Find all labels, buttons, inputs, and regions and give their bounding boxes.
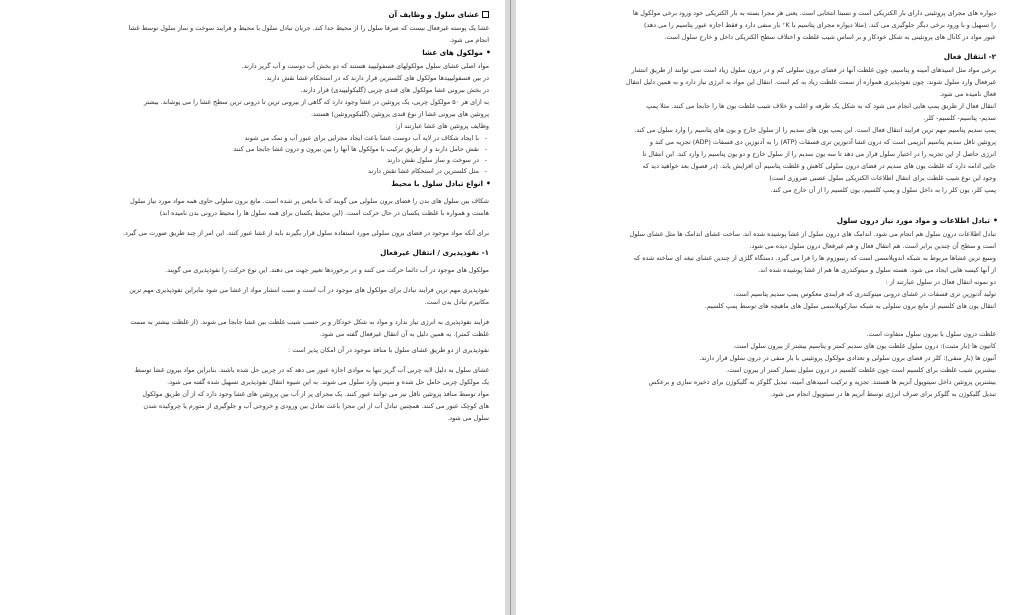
info-p1-line-1: تبادل اطلاعات درون سلول هم انجام می شود. اندامک های درون سلول از غشا پوشیده شده اند. ساخت غشای اندامک ها مثل غشای سلول [629, 230, 996, 238]
top-line-2: را تسهیل و با ورود برخی دیگر جلوگیری می کند. (مثلا دیواره مجرای پتاسیم با K⁺ بار منفی دارد و فقط اجازه عبور پتاسیم را می دهد) [644, 21, 996, 29]
diffusion-p4: نفوذپذیری از دو طریق غشای سلول با منافذ موجود در آن امکان پذیر است : [288, 346, 489, 354]
top-line-1: دیواره های مجرای پروتئینی دارای بار الکتریکی است و نسبتا انتخابی است. یعنی هر مجرا بسته به بار الکتریکی خود ورود برخی مولکول ها [632, 9, 996, 17]
active-transport-heading: ۲- انتقال فعال [943, 52, 996, 61]
diffusion-p3-line-1: فرایند نفوذپذیری به انرژی نیاز ندارد و مواد به شکل خودکار و بر حسب شیب غلظت بین غشا جابجا می شوند. (از غلظت بیشتر به سمت [130, 318, 489, 326]
page-gutter [505, 0, 516, 615]
left-page [0, 0, 505, 615]
info-exchange-heading: • تبادل اطلاعات و مواد مورد نیاز درون سلول [530, 216, 996, 226]
exchange-p2: برای آنکه مواد موجود در فضای برون سلولی مورد استفاده سلول قرار بگیرند باید از غشا عبور کنند. این امر از چند طریق صورت می گیرد. [122, 229, 489, 237]
molecules-line-1: مواد اصلی غشای سلول مولکولهای فسفولیپید هستند که دو بخش آب دوست و آب گریز دارند. [241, 62, 489, 70]
section-title: غشای سلول و وظایف آن [16, 10, 489, 20]
diffusion-p2-line-1: نفوذپذیری مهم ترین فرایند تبادل برای مولکول های موجود در آب است و سبب انتشار مواد از غشا می شود بنابراین نفوذپذیری مهم ترین [129, 286, 489, 294]
molecules-line-4: به ازای هر ۵۰ مولکول چربی، یک پروتئین در غشا وجود دارد که گاهی از بیرونی ترین تا درونی ترین سطح غشا را می پوشاند. بیشتر [143, 98, 489, 106]
active-p1-line-1: برخی مواد مثل اسیدهای آمینه و پتاسیم، چون غلظت آنها در فضای برون سلولی کم و در درون سلول زیاد است نمی توانند از طریق انتشار [631, 66, 996, 74]
diffusion-p3-line-2: غلظت کمتر). به همین دلیل به آن انتقال غیرفعال گفته می شود. [319, 330, 489, 338]
info-p2-line-6: تبدیل گلیکوژن به گلوکز برای صرف انرژی توسط آنزیم ها در سیتوپول انجام می شود. [770, 390, 996, 398]
active-p3-line-4: جایی ادامه دارد که غلظت یون های سدیم در فضای درون سلولی کاهش و غلظت پتاسیم آن افزایش یابد. (در فصول بعد خواهید دید که [642, 162, 996, 170]
function-item: - مثل کلسترین در استحکام غشا نقش دارند [16, 166, 489, 176]
exchange-p1-line-1: شکاف بین سلول های بدن را فضای برون سلولی می گویند که با مایعی پر شده است. مایع برون سلولی حاوی همه مواد مورد نیاز سلول [130, 197, 489, 205]
active-p1-line-3: فعال نامیده می شود. [939, 90, 996, 98]
active-p3-line-1: پمپ سدیم پتاسیم مهم ترین فرایند انتقال فعال است. این پمپ یون های سدیم را از سلول خارج و یون های پتاسیم را وارد سلول می کند. [634, 126, 996, 134]
active-p3-line-2: پروتئین ناقل سدیم پتاسیم آنزیمی است که درون غشا آدنوزین تری فسفات (ATP) را به آدنوزین دی فسفات (ADP) تجزیه می کند و [649, 138, 996, 146]
active-p1-line-2: غیرفعال وارد سلول شوند. چون نفوذپذیری همواره از سمت غلظت زیاد به کم است. انتقال این مواد به انرژی نیاز دارد و به همین دلیل انتقال [626, 78, 996, 86]
info-p1-line-6: تولید آدنوزین تری فسفات در غشای درونی میتوکندری که فرایندی معکوس پمپ سدیم پتاسیم است. [733, 290, 996, 298]
info-p2-line-3: آنیون ها (بار منفی): کلر در فضای برون سلولی و تعدادی مولکول پروتئینی با بار منفی در درون سلول قرار دارند. [699, 354, 996, 362]
intro-line-1: غشا یک پوسته غیرفعال نیست که صرفا سلول را از محیط جدا کند. جریان تبادل سلول با محیط و فرایند سوخت و ساز سلول توسط غشا [128, 24, 489, 32]
diffusion-p5-line-4: های کوچک عبور می کنند. همچنین تبادل آب از این مجرا باعث تعادل بین ورودی و خروجی آب و جلوگیری از متورم یا چروکیده شدن [143, 402, 489, 410]
info-p2-line-4: بیشترین شیب غلظت برای کلسیم است چون غلظت کلسیم در درون سلول بسیار کمتر از بیرون است. [725, 366, 996, 374]
function-item: - در سوخت و ساز سلول نقش دارند [16, 155, 489, 165]
info-p1-line-7: انتقال یون های کلسیم از مایع برون سلولی به شبکه سارکوپلاسمی سلول های ماهیچه های توسط پمپ کلسیم. [704, 302, 996, 310]
active-p3-line-5: وجود این نوع شیب غلظت برای انتقال اطلاعات الکتریکی سلول عصبی ضروری است) [769, 174, 996, 182]
diffusion-p5-line-5: سلول می شود. [447, 414, 489, 422]
info-p2-line-1: غلظت درون سلول با بیرون سلول متفاوت است. [866, 330, 996, 338]
diffusion-p2-line-2: مکانیزم تبادل بدن است. [424, 298, 489, 306]
active-p2-line-2: سدیم- پتاسیم- کلسیم- کلر. [923, 114, 996, 122]
diffusion-p5-line-3: مواد توسط منافذ پروتئین ناقل نیز می توانند عبور کنند. یک مجرای پر از آب بین پروتئین های غشا وجود دارد که از آن طریق مولکول [142, 390, 489, 398]
molecules-line-2: در بین فسفولیپیدها مولکول های کلسترین قرار دارند که در استحکام غشا نقش دارند. [264, 74, 489, 82]
exchange-p1-line-2: هاست و همواره با غلظت یکسان در حال حرکت است. (این محیط یکسان برای همه سلول ها را محیط درونی بدن نامیده اند) [159, 209, 489, 217]
info-p1-line-5: دو نمونه انتقال فعال در سلول عبارتند از : [885, 278, 996, 286]
active-p3-line-6: پمپ کلر، یون کلر را به داخل سلول و پمپ کلسیم، یون کلسیم را از آن خارج می کند. [770, 186, 996, 194]
info-p1-line-4: از آنها کیسه هایی ایجاد می شود. هسته سلول و میتوکندری ها هم از غشا پوشیده شده اند. [758, 266, 996, 274]
active-p2-line-1: انتقال فعال از طریق پمپ هایی انجام می شود که به شکل یک طرفه و اغلب و خلاف شیب غلظت یون ها را جابجا می کنند. مثلا پمپ [646, 102, 996, 110]
info-p1-line-3: وسیع ترین غشاها مربوط به شبکه اندوپلاسمی است که رنیبوزوم ها را فرا می گیرد. دستگاه گلژی از چندین غشای تیغه ای ساخته شده که [633, 254, 996, 262]
function-item: - نقش حامل دارند و از طریق ترکیب با مولکول ها آنها را بین بیرون و درون غشا جابجا می کنند [16, 144, 489, 154]
diffusion-p1: مولکول های موجود در آب دائما حرکت می کنند و در برخوردها تغییر جهت می دهند. این نوع حرکت را نفوذپذیری می گویند. [165, 266, 489, 274]
right-page [516, 0, 1014, 615]
exchange-heading: • انواع تبادل سلول با محیط [16, 179, 489, 189]
top-line-3: عبور مواد در کانال های پروتئینی به شکل خودکار و بر اساس شیب غلظت و اختلاف سطح الکتریکی داخل و خارج سلول است. [664, 33, 996, 41]
info-p2-line-2: کاتیون ها (بار مثبت): درون سلول غلظت یون های سدیم کمتر و پتاسیم بیشتر از بیرون سلول است. [732, 342, 996, 350]
intro-line-2: انجام می شود. [449, 36, 489, 44]
diffusion-heading: ۱- نفوذپذیری / انتقال غیرفعال [380, 248, 489, 257]
diffusion-p5-line-1: غشای سلول به دلیل لایه چربی آب گریز تنها به موادی اجازه عبور می دهد که در چربی حل شده باشند. بنابراین مواد بیرون غشا توسط [134, 366, 489, 374]
molecules-line-6: وظایف پروتئین های غشا عبارتند از: [395, 122, 489, 130]
checkbox-square-icon [482, 11, 489, 18]
molecules-heading: • مولکول های غشا [16, 48, 489, 58]
active-p3-line-3: انرژی حاصل از این تجزیه را در اختیار سلول قرار می دهد تا سه یون سدیم را از سلول خارج و دو یون پتاسیم را وارد کند. این انتقال تا [642, 150, 996, 158]
molecules-line-5: پروتئین های بیرونی غشا از نوع قندی پروتئین (گلیکوپروتئین) هستند. [310, 110, 489, 118]
diffusion-p5-line-2: یک مولکول چربی حامل حل شده و سپس وارد سلول می شوند. به این شیوه انتقال نفوذپذیری تسهیل شده گفته می شود. [167, 378, 489, 386]
info-p2-line-5: بیشترین پروتئین داخل سیتوپول آنزیم ها هستند. تجزیه و ترکیب اسیدهای آمینه، تبدیل گلوکز به گلیکوژن برای ذخیره سازی و برعکس [648, 378, 996, 386]
info-p1-line-2: است و سطح آن چندین برابر است. هم انتقال فعال و هم غیرفعال درون سلول دیده می شود. [749, 242, 996, 250]
function-item: - با ایجاد شکاف در لایه آب دوست غشا باعث ایجاد مجرایی برای عبور آب و نمک می شوند [16, 133, 489, 143]
molecules-line-3: در بخش بیرونی غشا مولکول های قندی چربی (گلیکولیپیدی) قرار دارند. [300, 86, 489, 94]
